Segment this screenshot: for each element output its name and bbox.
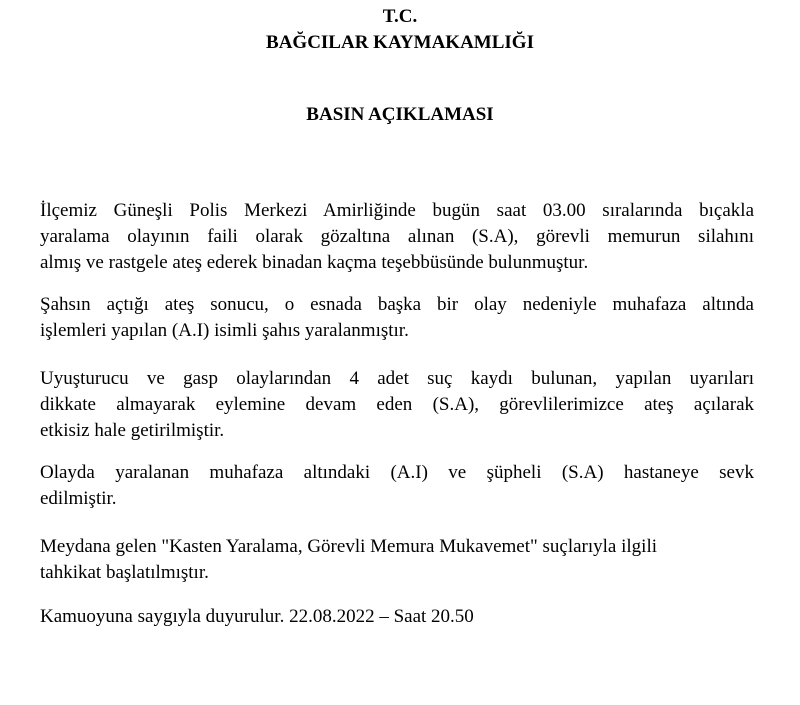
paragraph-line: Olayda yaralanan muhafaza altındaki (A.I) ve şüpheli (S.A) hastaneye sevk — [40, 462, 754, 483]
paragraph-line: işlemleri yapılan (A.I) isimli şahıs yaralanmıştır. — [40, 320, 409, 341]
paragraph-injury — [40, 292, 754, 344]
document-title: BASIN AÇIKLAMASI — [306, 104, 494, 125]
paragraph-hospital — [40, 460, 754, 512]
paragraph-line: yaralama olayının faili olarak gözaltına alınan (S.A), görevli memurun silahını — [40, 226, 754, 247]
paragraph-incident — [40, 198, 754, 276]
paragraph-line: edilmiştir. — [40, 488, 117, 509]
paragraph-investigation — [40, 534, 754, 586]
paragraph-line: Uyuşturucu ve gasp olaylarından 4 adet suç kaydı bulunan, yapılan uyarıları — [40, 368, 754, 389]
paragraph-line: almış ve rastgele ateş ederek binadan kaçma teşebbüsünde bulunmuştur. — [40, 252, 589, 273]
header-country: T.C. — [382, 6, 418, 27]
paragraph-line: İlçemiz Güneşli Polis Merkezi Amirliğinde bugün saat 03.00 sıralarında bıçakla — [40, 200, 754, 221]
paragraph-neutralization — [40, 366, 754, 444]
paragraph-line: Kamuoyuna saygıyla duyurulur. 22.08.2022 – Saat 20.50 — [40, 606, 474, 627]
paragraph-line: etkisiz hale getirilmiştir. — [40, 420, 225, 441]
paragraph-closing — [40, 604, 754, 630]
paragraph-line: dikkate almayarak eylemine devam eden (S.A), görevlilerimizce ateş açılarak — [40, 394, 754, 415]
header-organization: BAĞCILAR KAYMAKAMLIĞI — [266, 32, 534, 53]
paragraph-line: tahkikat başlatılmıştır. — [40, 562, 209, 583]
paragraph-line: Meydana gelen "Kasten Yaralama, Görevli Memura Mukavemet" suçlarıyla ilgili — [40, 536, 657, 557]
paragraph-line: Şahsın açtığı ateş sonucu, o esnada başka bir olay nedeniyle muhafaza altında — [40, 294, 754, 315]
